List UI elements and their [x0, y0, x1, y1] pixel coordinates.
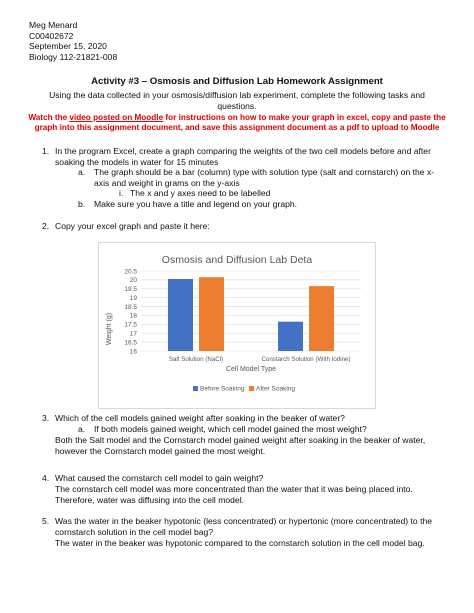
question-number: 2.: [42, 221, 50, 231]
chart-title: Osmosis and Diffusion Lab Deta: [161, 254, 313, 266]
student-id: C00402672: [29, 30, 74, 41]
chart-bars: [168, 277, 334, 351]
student-header: [29, 20, 117, 62]
chart-bar: [309, 286, 334, 351]
question-text: Which of the cell models gained weight after soaking in the beaker of water?: [55, 413, 345, 423]
sub-text: If both models gained weight, which cell model gained the most weight?: [94, 424, 367, 434]
chart-bar: [168, 279, 193, 351]
chart-x-tick-label: Constarch Solution (With Iodine): [261, 356, 351, 363]
chart-y-tick-label: 17: [129, 330, 137, 338]
question-number: 3.: [42, 413, 50, 423]
chart-y-tick-label: 16: [129, 348, 137, 356]
chart-y-ticks: [124, 268, 137, 355]
chart-legend-label: After Soaking: [256, 385, 296, 393]
question-text: In the program Excel, create a graph comparing the weights of the two cell models before and after soaking the models in water for 15 minutes: [55, 146, 431, 167]
chart-x-axis-label: Cell Model Type: [225, 366, 277, 373]
chart-legend-swatch: [249, 386, 254, 391]
answer-text: The water in the beaker was hypotonic compared to the cornstarch solution in the cell model bag.: [55, 538, 425, 548]
bar-chart: [98, 242, 376, 409]
intro-text: Using the data collected in your osmosis/diffusion lab experiment, complete the following tasks and questions.: [49, 90, 425, 111]
chart-y-tick-label: 20.5: [124, 268, 137, 276]
page-title: Activity #3 – Osmosis and Diffusion Lab Homework Assignment: [91, 76, 383, 87]
sub-label: i.: [119, 188, 124, 198]
chart-y-tick-label: 20: [129, 277, 137, 285]
chart-legend: [193, 386, 295, 393]
chart-bar: [199, 277, 224, 351]
chart-legend-swatch: [193, 386, 198, 391]
sub-label: b.: [78, 199, 86, 209]
question-number: 1.: [42, 146, 50, 156]
sub-label: a.: [78, 424, 86, 434]
instruction-post: for instructions on how to make your graph in excel, copy and paste the graph into this assignment document, and save this assignment document as a pdf to upload to Moodle: [34, 113, 446, 133]
sub-text: Make sure you have a title and legend on your graph.: [94, 199, 298, 209]
instruction-pre: Watch the: [28, 113, 70, 122]
chart-legend-label: Before Soaking: [200, 385, 245, 393]
chart-bar: [278, 322, 303, 351]
chart-x-ticks: [169, 356, 351, 363]
video-link[interactable]: video posted on Moodle: [69, 113, 164, 122]
question-text: Was the water in the beaker hypotonic (less concentrated) or hypertonic (more concentrated) to the cornstarch solution in the cell model bag?: [55, 516, 433, 537]
question-text: Copy your excel graph and paste it here:: [55, 221, 210, 231]
instruction-text: [16, 113, 458, 134]
course: Biology 112-21821-008: [29, 51, 118, 62]
student-name: Meg Menard: [29, 20, 78, 30]
answer-text: Both the Salt model and the Cornstarch model gained weight after soaking in the beaker of water, however the Cornstarch model gained the most weight.: [55, 435, 426, 456]
chart-y-tick-label: 19: [129, 294, 137, 302]
chart-y-tick-label: 19.5: [124, 286, 137, 294]
question-number: 4.: [42, 473, 50, 483]
date: September 15, 2020: [29, 41, 107, 52]
question-number: 5.: [42, 516, 50, 526]
chart-x-tick-label: Salt Solution (NaCl): [168, 356, 224, 363]
chart-y-tick-label: 16.5: [124, 339, 137, 347]
answer-text: The cornstarch cell model was more concentrated than the water that it was being placed into. Therefore, water was diffusing into the cell model.: [55, 484, 413, 505]
chart-y-axis-label: Weight (g): [106, 312, 113, 346]
chart-y-tick-label: 17.5: [124, 321, 137, 329]
sub-text: The x and y axes need to be labelled: [130, 188, 271, 198]
sub-text: The graph should be a bar (column) type with solution type (salt and cornstarch) on the x-axis and weight in grams on the y-axis: [94, 167, 435, 188]
question-text: What caused the cornstarch cell model to gain weight?: [55, 473, 264, 483]
chart-canvas: [99, 243, 375, 408]
sub-label: a.: [78, 167, 86, 177]
chart-y-tick-label: 18: [129, 312, 137, 320]
chart-y-tick-label: 18.5: [124, 303, 137, 311]
